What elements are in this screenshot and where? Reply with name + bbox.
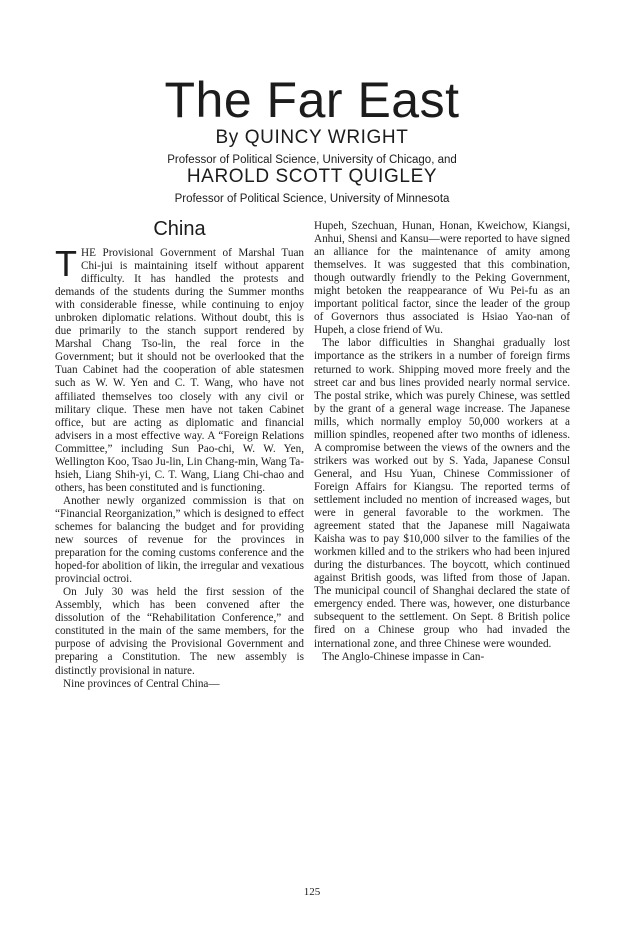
paragraph-4: Nine provinces of Central China—	[63, 677, 220, 690]
author-2: HAROLD SCOTT QUIGLEY	[186, 166, 438, 187]
author-2-affiliation: Professor of Political Science, University of Minnesota	[174, 193, 450, 205]
paragraph-7: The Anglo-Chinese impasse in Can-	[322, 650, 485, 663]
paragraph-5: Hupeh, Szechuan, Hunan, Honan, Kweichow, Kiangsi, Anhui, Shensi and Kansu—were reported to have signed an alliance for the maintenance of amity among themselves. It was suggested that this combination, though outwardly friendly to the Peking Government, might betoken the reappearance of Wu Pei-fu as an important political factor, since the leader of the group of Governors thus associated is Hsiao Yao-nan of Hupeh, a close friend of Wu.	[314, 220, 570, 337]
paragraph-6: The labor difficulties in Shanghai gradually lost importance as the strikers in a number of foreign firms returned to work. Shipping moved more freely and the street car and bus lines provided nearly normal service. The postal strike, which was purely Chinese, was settled by the grant of a general wage increase. The Japanese mills, which normally employ 50,000 workers at a million spindles, reopened after two months of idleness. A compromise between the views of the owners and the strikers was worked out by S. Yada, Japanese Consul General, and Hsu Yuan, Chinese Commissioner of Foreign Affairs for Kiangsu. The reported terms of settlement included no mention of increased wages, but were in general favorable to the workmen. The agreement stated that the Japanese mill Nagaiwata Kaisha was to pay $10,000 silver to the families of the workmen killed and to the strikers who had been injured during the disturbances. The boycott, which continued against British goods, was lifted from those of Japan. The municipal council of Shanghai declared the state of emergency ended. There was, however, one disturbance subsequent to the settlement. On Sept. 8 British police fired on a Chinese group who had invaded the international zone, and three Chinese were wounded.	[314, 337, 570, 650]
page-number: 125	[303, 886, 321, 898]
right-column	[314, 220, 570, 664]
section-heading: China	[153, 218, 206, 240]
paragraph-2: Another newly organized commission is that on “Financial Reorganization,” which is designed to effect schemes for balancing the budget and for providing new sources of revenue for the provinces in preparation for the coming customs conference and the hoped-for abolition of likin, the irregular and vexatious provincial octroi.	[55, 494, 304, 586]
author-1-affiliation: Professor of Political Science, University of Chicago, and	[167, 154, 457, 166]
paragraph-3: On July 30 was held the first session of the Assembly, which has been convened after the dissolution of the “Rehabilitation Conference,” and constituted in the main of the same members, for the purpose of advising the Provisional Government and preparing a Constitution. The new assembly is distinctly provisional in nature.	[55, 586, 304, 677]
article-title: The Far East	[164, 72, 460, 128]
paragraph-1-text: HE Provisional Government of Marshal Tuan Chi-jui is maintaining itself without apparent difficulty. It has handled the protests and demands of the students during the Summer months with considerable finesse, while continuing to enjoy unbroken diplomatic relations. Without doubt, this is due primarily to the stanch support rendered by Marshal Chang Tso-lin, the real force in the Government; but it should not be overlooked that the Tuan Cabinet had the cooperation of able statesmen such as W. W. Yen and C. T. Wang, who have not affiliated themselves too closely with any civil or military clique. These men have not taken Cabinet office, but are acting as diplomatic and financial advisers in a most effective way. A “Foreign Relations Committee,” including Sun Pao-chi, W. W. Yen, Wellington Koo, Tsao Ju-lin, Lin Chang-min, Wang Ta-hsieh, Liang Shih-yi, C. T. Wang, Liang Chi-chao and others, has been constituted and is functioning.	[55, 247, 304, 494]
paragraph-1	[55, 243, 304, 495]
drop-cap: T	[55, 243, 77, 284]
author-1: By QUINCY WRIGHT	[215, 127, 409, 148]
left-column	[55, 217, 304, 691]
